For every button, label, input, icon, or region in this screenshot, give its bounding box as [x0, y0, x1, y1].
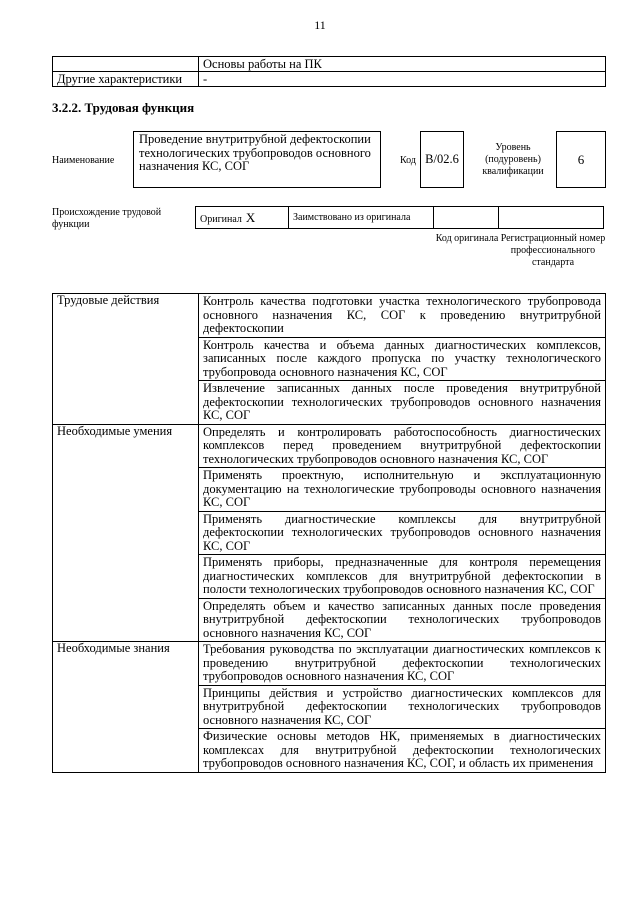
- table-row: [53, 424, 606, 468]
- level-label: Уровень (подуровень) квалификации: [482, 142, 544, 177]
- section-item: Контроль качества подготовки участка технологического трубопровода основного назначения КС, СОГ к проведению внутритрубной дефектоскопии: [199, 294, 606, 338]
- original-label: Оригинал: [200, 213, 242, 225]
- section-item: Контроль качества и объема данных диагностических комплексов, записанных после каждого пропуска по участку технологического трубопровода основного назначения КС, СОГ: [199, 337, 606, 381]
- qualification-level: 6: [556, 131, 606, 188]
- table-cell-value: Основы работы на ПК: [199, 57, 606, 72]
- origin-label: Происхождение трудовой функции: [52, 207, 162, 230]
- table-cell-label: [53, 57, 199, 72]
- section-item: Принципы действия и устройство диагностических комплексов для внутритрубной дефектоскопии технологических трубопроводов основного назначения КС, СОГ: [199, 685, 606, 729]
- name-label: Наименование: [52, 155, 115, 166]
- function-code: В/02.6: [420, 131, 464, 188]
- code-label: Код: [400, 155, 416, 166]
- original-mark: X: [245, 209, 256, 225]
- page-number: 11: [314, 18, 326, 32]
- function-name: Проведение внутритрубной дефектоскопии технологических трубопроводов основного назначения КС, СОГ: [133, 131, 381, 188]
- table-row: [53, 294, 606, 338]
- table-row: [53, 72, 606, 87]
- reg-number-label: Регистрационный номер профессионального стандарта: [500, 233, 606, 268]
- table-row: [53, 642, 606, 686]
- table-cell-value: -: [199, 72, 606, 87]
- code-original-label: Код оригинала: [435, 233, 499, 244]
- original-cell: [196, 207, 289, 229]
- section-item: Применять приборы, предназначенные для контроля перемещения диагностических комплексов для внутритрубной дефектоскопии в полости технологических трубопроводов основного назначения КС, СОГ: [199, 555, 606, 599]
- origin-table: [195, 206, 604, 229]
- section-item: Требования руководства по эксплуатации диагностических комплексов к проведению внутритрубной дефектоскопии технологических трубопроводов основного назначения КС, СОГ: [199, 642, 606, 686]
- table-row: [53, 57, 606, 72]
- section-heading: 3.2.2. Трудовая функция: [52, 100, 195, 115]
- table-cell-label: Другие характеристики: [53, 72, 199, 87]
- main-table: [52, 293, 606, 773]
- borrowed-label: Заимствовано из оригинала: [289, 207, 434, 229]
- section-item: Определять объем и качество записанных данных после проведения внутритрубной дефектоскопии технологических трубопроводов основного назначения КС, СОГ: [199, 598, 606, 642]
- section-category: Трудовые действия: [53, 294, 199, 425]
- section-item: Применять диагностические комплексы для внутритрубной дефектоскопии технологических трубопроводов основного назначения КС, СОГ: [199, 511, 606, 555]
- section-item: Извлечение записанных данных после проведения внутритрубной дефектоскопии технологических трубопроводов основного назначения КС, СОГ: [199, 381, 606, 425]
- top-table: [52, 56, 606, 87]
- section-item: Применять проектную, исполнительную и эксплуатационную документацию на технологические трубопроводы основного назначения КС, СОГ: [199, 468, 606, 512]
- section-item: Определять и контролировать работоспособность диагностических комплексов перед проведением внутритрубной дефектоскопии технологических трубопроводов основного назначения КС, СОГ: [199, 424, 606, 468]
- table-row: [196, 207, 604, 229]
- section-category: Необходимые умения: [53, 424, 199, 642]
- reg-number-cell: [499, 207, 604, 229]
- section-category: Необходимые знания: [53, 642, 199, 773]
- section-item: Физические основы методов НК, применяемых в диагностических комплексах для внутритрубной дефектоскопии технологических трубопроводов основного назначения КС, СОГ, и область их применения: [199, 729, 606, 773]
- code-original-cell: [434, 207, 499, 229]
